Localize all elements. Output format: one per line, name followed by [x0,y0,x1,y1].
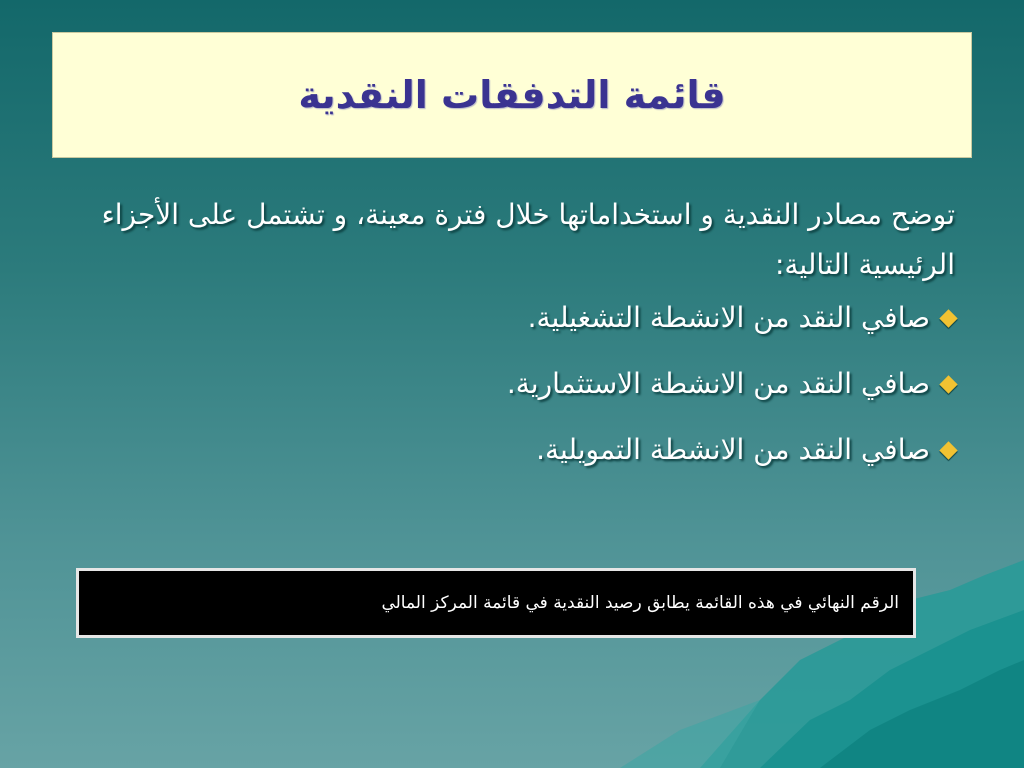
diamond-bullet-icon [939,375,957,393]
bullet-text: صافي النقد من الانشطة الاستثمارية. [506,367,930,400]
title-box [52,32,972,158]
diamond-bullet-icon [939,441,957,459]
bullet-item-financing [70,430,955,470]
bullet-item-operating [70,298,955,338]
bullet-text: صافي النقد من الانشطة التشغيلية. [527,301,930,334]
bullet-item-investing [70,364,955,404]
note-box [76,568,916,638]
intro-paragraph: توضح مصادر النقدية و استخداماتها خلال فترة معينة، و تشتمل على الأجزاء الرئيسية التالية: [101,198,955,281]
diamond-bullet-icon [939,309,957,327]
note-text: الرقم النهائي في هذه القائمة يطابق رصيد النقدية في قائمة المركز المالي [381,593,899,613]
slide-title: قائمة التدفقات النقدية [298,73,726,117]
bullet-text: صافي النقد من الانشطة التمويلية. [536,433,930,466]
slide-content [70,190,955,496]
